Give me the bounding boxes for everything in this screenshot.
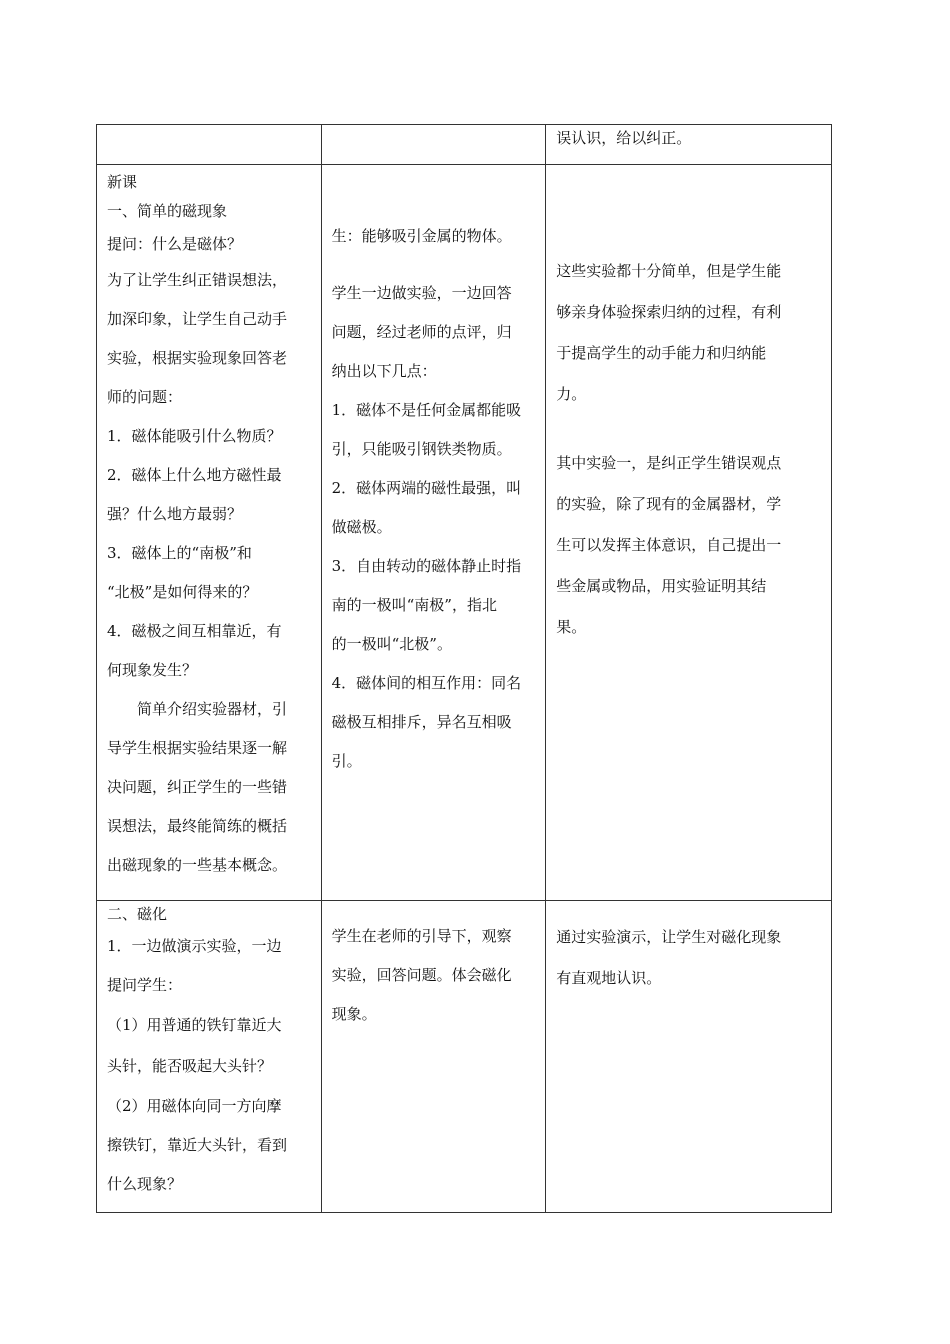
text-line: 4．磁体间的相互作用：同名 bbox=[331, 674, 522, 692]
teacher-activity-cell bbox=[97, 901, 322, 1213]
text-line: 加深印象，让学生自己动手 bbox=[107, 310, 288, 328]
text-line: 实验，回答问题。体会磁化 bbox=[331, 966, 512, 984]
text-line: 学生一边做实验，一边回答 bbox=[331, 284, 512, 302]
text-line: 误想法，最终能简练的概括 bbox=[107, 817, 288, 835]
text-line: 简单介绍实验器材，引 bbox=[137, 700, 288, 718]
text-line: 果。 bbox=[556, 618, 587, 636]
text-line: 于提高学生的动手能力和归纳能 bbox=[556, 344, 767, 362]
text-line: 导学生根据实验结果逐一解 bbox=[107, 739, 288, 757]
text-line: 1．一边做演示实验，一边 bbox=[107, 937, 282, 955]
text-line: 的一极叫“北极”。 bbox=[331, 635, 452, 653]
text-line: 些金属或物品，用实验证明其结 bbox=[556, 577, 767, 595]
text-line: （1）用普通的铁钉靠近大 bbox=[107, 1016, 282, 1034]
text-line: 3．磁体上的“南极”和 bbox=[107, 544, 252, 562]
text-line: 通过实验演示，让学生对磁化现象 bbox=[556, 928, 782, 946]
text-line: “北极”是如何得来的？ bbox=[107, 583, 258, 601]
student-activity-cell bbox=[321, 125, 546, 165]
teacher-activity-cell bbox=[97, 125, 322, 165]
text-line: 生可以发挥主体意识，自己提出一 bbox=[556, 536, 782, 554]
text-line: 为了让学生纠正错误想法， bbox=[107, 271, 288, 289]
text-line: （2）用磁体向同一方向摩 bbox=[107, 1097, 282, 1115]
text-line: 纳出以下几点： bbox=[331, 362, 437, 380]
text-line: 磁极互相排斥，异名互相吸 bbox=[331, 713, 512, 731]
text-line: 2．磁体上什么地方磁性最 bbox=[107, 466, 282, 484]
text-line: 出磁现象的一些基本概念。 bbox=[107, 856, 288, 874]
text-line: 2．磁体两端的磁性最强，叫 bbox=[331, 479, 522, 497]
table-row bbox=[97, 165, 832, 901]
text-line: 何现象发生？ bbox=[107, 661, 198, 679]
table-row bbox=[97, 901, 832, 1213]
text-line: 4．磁极之间互相靠近，有 bbox=[107, 622, 282, 640]
text-line: 现象。 bbox=[331, 1005, 377, 1023]
text-line: 引，只能吸引钢铁类物质。 bbox=[331, 440, 512, 458]
text-line: 3．自由转动的磁体静止时指 bbox=[331, 557, 522, 575]
design-intent-cell bbox=[546, 165, 832, 901]
text-line: 师的问题： bbox=[107, 388, 183, 406]
table-row bbox=[97, 125, 832, 165]
student-activity-cell bbox=[321, 165, 546, 901]
teacher-activity-cell bbox=[97, 165, 322, 901]
text-line: 够亲身体验探索归纳的过程，有利 bbox=[556, 303, 782, 321]
text-line: 实验，根据实验现象回答老 bbox=[107, 349, 288, 367]
text-line: 决问题，纠正学生的一些错 bbox=[107, 778, 288, 796]
section-heading: 二、磁化 bbox=[107, 905, 168, 923]
text-line: 有直观地认识。 bbox=[556, 969, 662, 987]
text-line: 做磁极。 bbox=[331, 518, 392, 536]
text-line: 的实验，除了现有的金属器材，学 bbox=[556, 495, 782, 513]
text-line: 其中实验一，是纠正学生错误观点 bbox=[556, 454, 782, 472]
text-line: 这些实验都十分简单，但是学生能 bbox=[556, 262, 782, 280]
text-line: 误认识，给以纠正。 bbox=[556, 129, 692, 147]
section-label: 新课 bbox=[107, 173, 138, 191]
text-line: 提问学生： bbox=[107, 976, 183, 994]
text-line: 头针，能否吸起大头针？ bbox=[107, 1057, 273, 1075]
text-line: 擦铁钉，靠近大头针，看到 bbox=[107, 1136, 288, 1154]
text-line: 强？什么地方最弱？ bbox=[107, 505, 243, 523]
text-line: 1．磁体不是任何金属都能吸 bbox=[331, 401, 522, 419]
lesson-plan-table bbox=[96, 124, 832, 1213]
student-activity-cell bbox=[321, 901, 546, 1213]
text-line: 提问：什么是磁体？ bbox=[107, 235, 243, 253]
design-intent-cell bbox=[546, 125, 832, 165]
text-line: 力。 bbox=[556, 385, 587, 403]
text-line: 1．磁体能吸引什么物质？ bbox=[107, 427, 282, 445]
design-intent-cell bbox=[546, 901, 832, 1213]
text-line: 什么现象？ bbox=[107, 1175, 183, 1193]
section-heading: 一、简单的磁现象 bbox=[107, 202, 228, 220]
text-line: 问题，经过老师的点评，归 bbox=[331, 323, 512, 341]
text-line: 引。 bbox=[331, 752, 362, 770]
text-line: 南的一极叫“南极”，指北 bbox=[331, 596, 497, 614]
text-line: 生：能够吸引金属的物体。 bbox=[331, 227, 512, 245]
text-line: 学生在老师的引导下，观察 bbox=[331, 927, 512, 945]
